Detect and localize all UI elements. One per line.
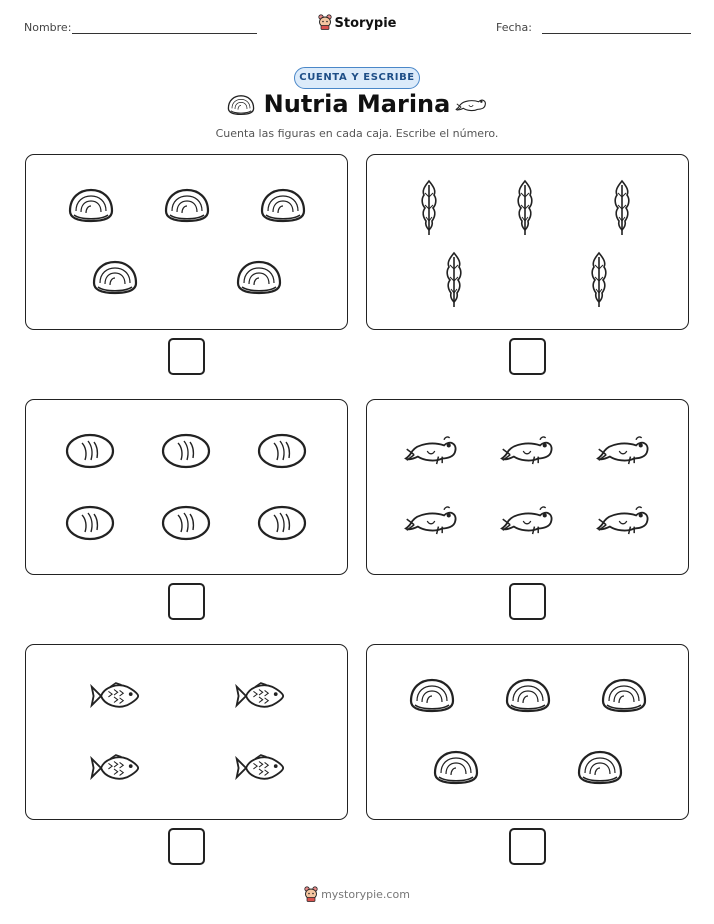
instructions: Cuenta las figuras en cada caja. Escribe el número. xyxy=(215,127,499,140)
date-label: Fecha: xyxy=(496,21,532,34)
answer-box-3[interactable] xyxy=(168,583,205,620)
answer-box-5[interactable] xyxy=(168,828,205,865)
counting-panel-1 xyxy=(25,154,348,330)
brand xyxy=(0,14,714,34)
counting-panel-3 xyxy=(25,399,348,575)
sea-urchin-icon xyxy=(65,432,115,470)
activity-badge: CUENTA Y ESCRIBE xyxy=(294,67,420,89)
clam-icon xyxy=(234,259,284,299)
storypie-logo-icon xyxy=(304,886,318,905)
answer-box-4[interactable] xyxy=(509,583,546,620)
clam-icon xyxy=(90,259,140,299)
clam-icon xyxy=(503,677,553,717)
fish-icon xyxy=(233,749,285,787)
sea-otter-icon xyxy=(499,500,555,542)
name-label: Nombre: xyxy=(24,21,72,34)
kelp-icon xyxy=(444,251,464,307)
footer-url[interactable]: mystorypie.com xyxy=(321,888,410,901)
sea-urchin-icon xyxy=(161,504,211,542)
clam-icon xyxy=(162,187,212,227)
sea-otter-icon xyxy=(454,93,488,121)
kelp-icon xyxy=(589,251,609,307)
fish-icon xyxy=(233,677,285,715)
kelp-icon xyxy=(419,179,439,235)
sea-otter-icon xyxy=(595,500,651,542)
brand-name: Storypie xyxy=(334,16,397,31)
fish-icon xyxy=(88,749,140,787)
answer-box-6[interactable] xyxy=(509,828,546,865)
sea-urchin-icon xyxy=(65,504,115,542)
counting-panel-5 xyxy=(25,644,348,820)
clam-icon xyxy=(599,677,649,717)
counting-panel-6 xyxy=(366,644,689,820)
clam-icon xyxy=(407,677,457,717)
counting-panel-2 xyxy=(366,154,689,330)
counting-panel-4 xyxy=(366,399,689,575)
sea-otter-icon xyxy=(499,430,555,472)
answer-box-2[interactable] xyxy=(509,338,546,375)
sea-urchin-icon xyxy=(161,432,211,470)
sea-otter-icon xyxy=(595,430,651,472)
clam-icon xyxy=(575,749,625,789)
clam-icon xyxy=(431,749,481,789)
clam-icon xyxy=(66,187,116,227)
kelp-icon xyxy=(612,179,632,235)
clam-icon xyxy=(258,187,308,227)
fish-icon xyxy=(88,677,140,715)
kelp-icon xyxy=(515,179,535,235)
sea-otter-icon xyxy=(403,500,459,542)
answer-box-1[interactable] xyxy=(168,338,205,375)
footer xyxy=(0,886,714,905)
storypie-logo-icon xyxy=(318,14,332,34)
sea-urchin-icon xyxy=(257,504,307,542)
page-title: Nutria Marina xyxy=(263,90,451,118)
sea-urchin-icon xyxy=(257,432,307,470)
sea-otter-icon xyxy=(403,430,459,472)
